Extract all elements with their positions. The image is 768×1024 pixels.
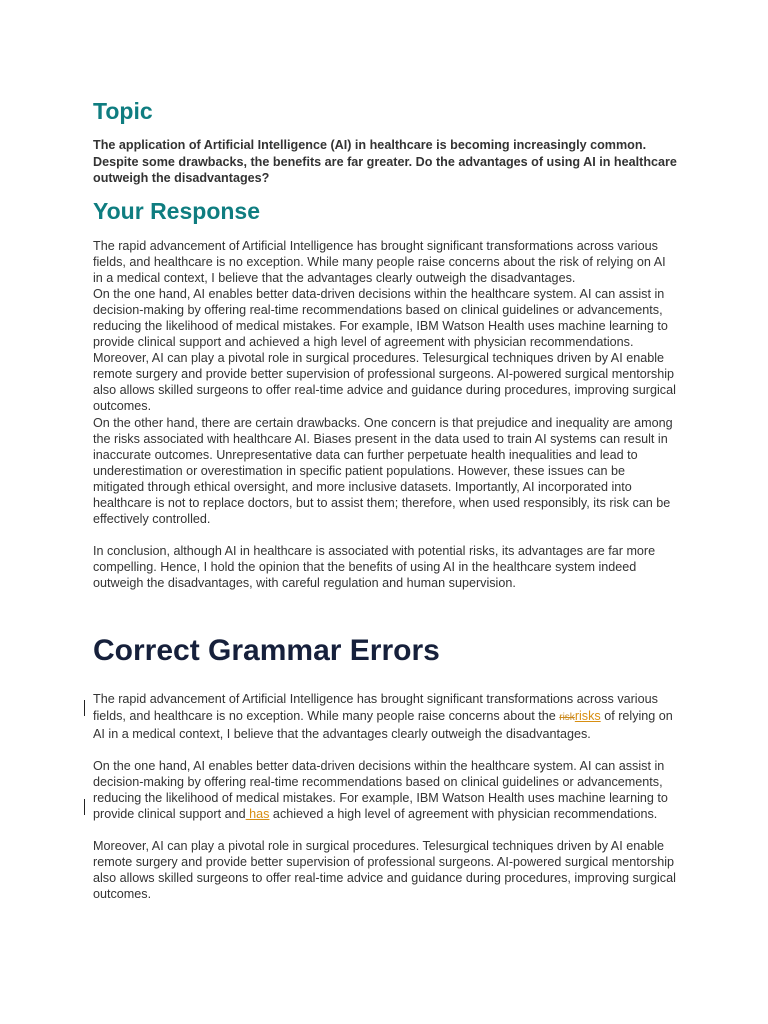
response-heading: Your Response bbox=[93, 197, 260, 224]
grammar-paragraph-2 bbox=[93, 758, 678, 822]
response-paragraph-2: On the one hand, AI enables better data-driven decisions within the healthcare system. AI can assist in decision-making by offering real-time recommendations based on clinical guidelines or advancements, reducing the likelihood of medical mistakes. For example, IBM Watson Health uses machine learning to provide clinical support and achieved a high level of agreement with physician recommendations. bbox=[93, 286, 668, 350]
change-marker bbox=[84, 700, 85, 716]
topic-heading: Topic bbox=[93, 98, 153, 124]
grammar-p1-text-before: The rapid advancement of Artificial Intelligence has brought significant transformations across various fields, and healthcare is no exception. While many people raise concerns about the bbox=[93, 692, 658, 723]
inserted-word: risks bbox=[574, 708, 601, 723]
grammar-p2-text-before: On the one hand, AI enables better data-driven decisions within the healthcare system. AI can assist in decision-making by offering real-time recommendations based on clinical guidelines or advancements, reducing the likelihood of medical mistakes. For example, IBM Watson Health uses machine learning to provide clinical support and bbox=[93, 758, 668, 822]
response-paragraph-4: On the other hand, there are certain drawbacks. One concern is that prejudice and inequality are among the risks associated with healthcare AI. Biases present in the data used to train AI systems can result in inaccurate outcomes. Unrepresentative data can further perpetuate health inequalities and lead to underestimation or overestimation in specific patient populations. However, these issues can be mitigated through ethical oversight, and more inclusive datasets. Importantly, AI incorporated into healthcare is not to replace doctors, but to assist them; therefore, when used responsibly, its risk can be effectively controlled. bbox=[93, 415, 673, 527]
grammar-p1-text-after: of relying on AI in a medical context, I believe that the advantages clearly outweigh the disadvantages. bbox=[93, 708, 673, 741]
paragraph-spacer bbox=[93, 527, 678, 543]
response-paragraph-1: The rapid advancement of Artificial Intelligence has brought significant transformations across various fields, and healthcare is no exception. While many people raise concerns about the risk of relying on AI in a medical context, I believe that the advantages clearly outweigh the disadvantages. bbox=[93, 238, 666, 285]
change-marker bbox=[84, 799, 85, 815]
response-paragraph-5: In conclusion, although AI in healthcare is associated with potential risks, its advantages are far more compelling. Hence, I hold the opinion that the benefits of using AI in the healthcare system indeed outweigh the disadvantages, with careful regulation and human supervision. bbox=[93, 544, 656, 591]
grammar-paragraph-1 bbox=[93, 691, 678, 741]
document-page bbox=[93, 96, 678, 919]
grammar-heading: Correct Grammar Errors bbox=[93, 634, 440, 668]
grammar-p2-text-after: achieved a high level of agreement with physician recommendations. bbox=[269, 807, 658, 822]
grammar-paragraph-3: Moreover, AI can play a pivotal role in surgical procedures. Telesurgical techniques driven by AI enable remote surgery and provide better supervision of professional surgeons. AI-powered surgical mentorship also allows skilled surgeons to offer real-time advice and guidance during procedures, improving surgical outcomes. bbox=[93, 839, 676, 902]
inserted-word: has bbox=[245, 807, 270, 822]
response-paragraph-3: Moreover, AI can play a pivotal role in surgical procedures. Telesurgical techniques driven by AI enable remote surgery and provide better supervision of professional surgeons. AI-powered surgical mentorship also allows skilled surgeons to offer real-time advice and guidance during procedures, improving surgical outcomes. bbox=[93, 351, 676, 414]
topic-text: The application of Artificial Intelligence (AI) in healthcare is becoming increasingly common. Despite some drawbacks, the benefits are far greater. Do the advantages of using AI in healthcare outweigh the disadvantages? bbox=[93, 138, 677, 185]
deleted-word: risk bbox=[559, 711, 575, 723]
